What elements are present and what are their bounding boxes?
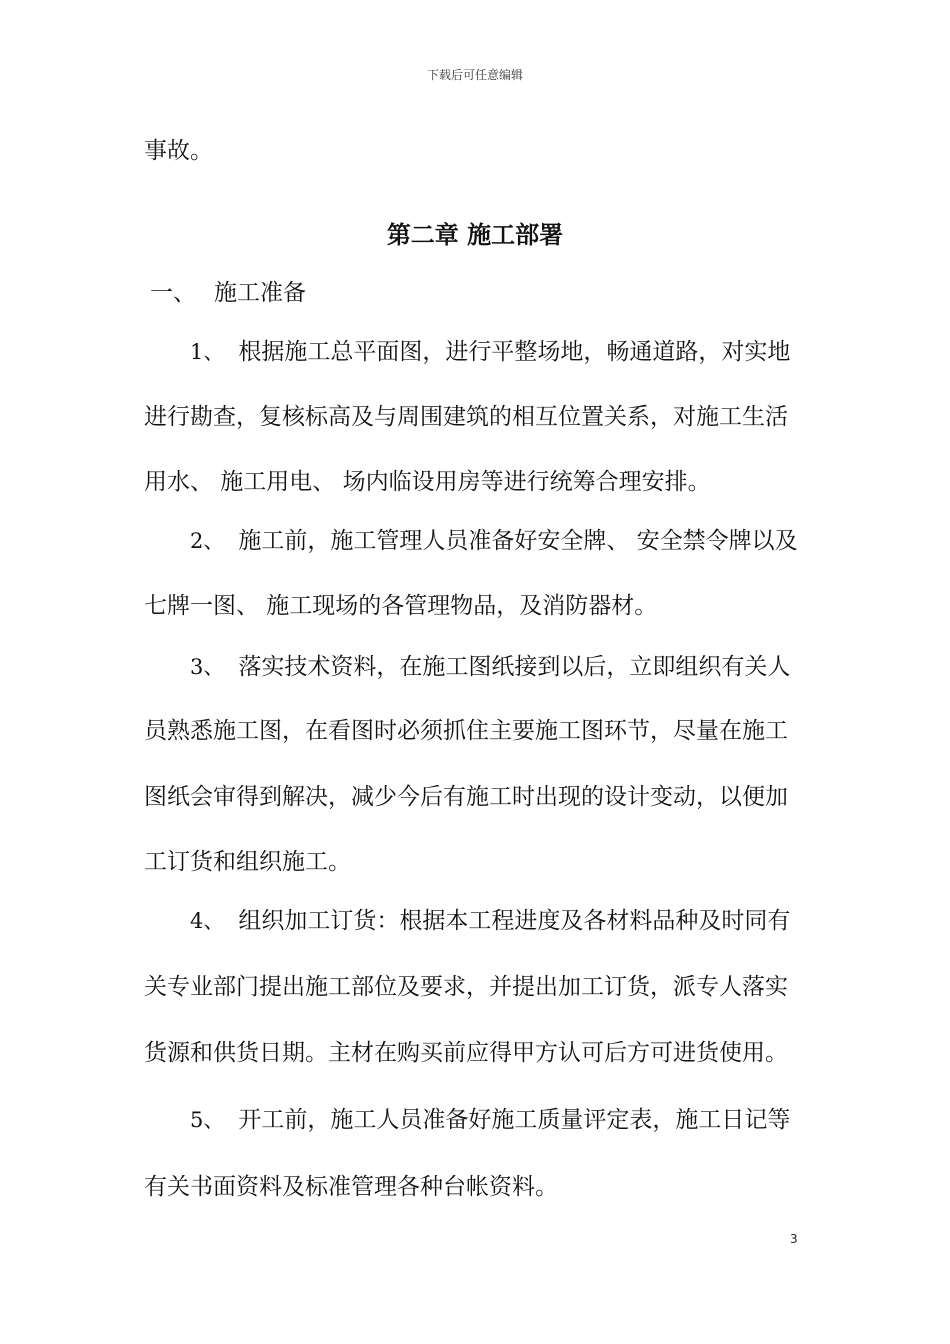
list-item-3-first-line bbox=[190, 652, 790, 682]
list-item-text: 组织加工订货：根据本工程进度及各材料品种及时同有 bbox=[238, 908, 791, 934]
section-title: 施工准备 bbox=[214, 280, 306, 306]
page-number: 3 bbox=[790, 1232, 798, 1246]
list-item-number: 2、 bbox=[190, 529, 225, 553]
list-item-text: 货源和供货日期。主材在购买前应得甲方认可后方可进货使用。 bbox=[144, 1040, 788, 1066]
list-item-text: 工订货和组织施工。 bbox=[144, 849, 351, 875]
list-item-text: 用水、 施工用电、 场内临设用房等进行统筹合理安排。 bbox=[144, 469, 711, 495]
list-item-number: 5、 bbox=[190, 1108, 225, 1132]
list-item-text: 开工前，施工人员准备好施工质量评定表，施工日记等 bbox=[238, 1107, 791, 1133]
section-number: 一、 bbox=[150, 280, 196, 306]
list-item-text: 落实技术资料，在施工图纸接到以后，立即组织有关人 bbox=[238, 654, 791, 680]
list-item-number: 4、 bbox=[190, 909, 225, 933]
list-item-number: 1、 bbox=[190, 340, 225, 364]
list-item-text: 根据施工总平面图，进行平整场地，畅通道路，对实地 bbox=[238, 339, 791, 365]
list-item-5-first-line bbox=[190, 1105, 790, 1135]
section-heading bbox=[150, 278, 306, 308]
page-header: 下载后可任意编辑 bbox=[426, 68, 523, 82]
list-item-text: 七牌一图、 施工现场的各管理物品，及消防器材。 bbox=[144, 593, 658, 619]
list-item-text: 关专业部门提出施工部位及要求，并提出加工订货，派专人落实 bbox=[144, 974, 788, 1000]
list-item-text: 员熟悉施工图，在看图时必须抓住主要施工图环节，尽量在施工 bbox=[144, 718, 788, 744]
list-item-1-first-line bbox=[190, 337, 790, 367]
list-item-2-first-line bbox=[190, 526, 798, 556]
list-item-number: 3、 bbox=[190, 655, 225, 679]
paragraph-continuation: 事故。 bbox=[144, 138, 213, 164]
list-item-text: 有关书面资料及标准管理各种台帐资料。 bbox=[144, 1174, 558, 1200]
list-item-text: 施工前，施工管理人员准备好安全牌、 安全禁令牌以及 bbox=[238, 528, 798, 554]
list-item-text: 进行勘查，复核标高及与周围建筑的相互位置关系，对施工生活 bbox=[144, 404, 788, 430]
list-item-4-first-line bbox=[190, 906, 790, 936]
list-item-text: 图纸会审得到解决，减少今后有施工时出现的设计变动，以便加 bbox=[144, 784, 788, 810]
chapter-title: 第二章 施工部署 bbox=[386, 221, 564, 249]
